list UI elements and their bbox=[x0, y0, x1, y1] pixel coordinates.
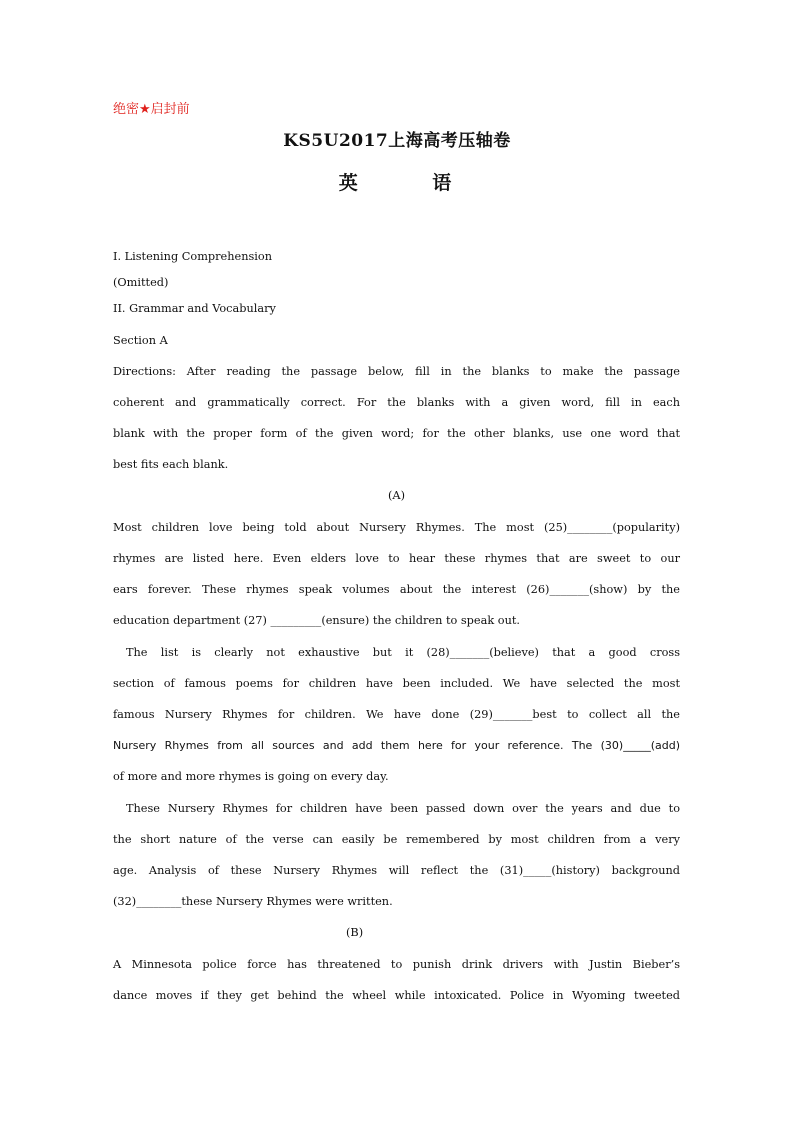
passage-line: age. Analysis of these Nursery Rhymes will reflect the (31)_____(history) background bbox=[113, 864, 680, 877]
passage-a-label: (A) bbox=[388, 489, 405, 502]
passage-line: These Nursery Rhymes for children have been passed down over the years and due to bbox=[126, 802, 680, 815]
passage-line: the short nature of the verse can easily be remembered by most children from a very bbox=[113, 833, 680, 846]
subject-title: 英 语 bbox=[338, 172, 486, 194]
section-a-heading: Section A bbox=[113, 334, 168, 347]
directions-line: Directions: After reading the passage below, fill in the blanks to make the passage bbox=[113, 365, 680, 378]
part-1-heading: I. Listening Comprehension bbox=[113, 250, 272, 263]
passage-line: Most children love being told about Nursery Rhymes. The most (25)________(popularity) bbox=[113, 521, 680, 534]
passage-line: section of famous poems for children have been included. We have selected the most bbox=[113, 677, 680, 690]
directions-line: coherent and grammatically correct. For the blanks with a given word, fill in each bbox=[113, 396, 680, 409]
passage-line: famous Nursery Rhymes for children. We have done (29)_______best to collect all the bbox=[113, 708, 680, 721]
passage-line: of more and more rhymes is going on every day. bbox=[113, 770, 389, 783]
passage-line: ears forever. These rhymes speak volumes about the interest (26)_______(show) by the bbox=[113, 583, 680, 596]
passage-line: A Minnesota police force has threatened to punish drink drivers with Justin Bieber’s bbox=[113, 958, 680, 971]
part-1-note: (Omitted) bbox=[113, 276, 169, 289]
passage-line: education department (27) _________(ensure) the children to speak out. bbox=[113, 614, 520, 627]
passage-line: Nursery Rhymes from all sources and add them here for your reference. The (30)_____(add) bbox=[113, 739, 680, 752]
passage-line: (32)________these Nursery Rhymes were written. bbox=[113, 895, 393, 908]
passage-line: dance moves if they get behind the wheel while intoxicated. Police in Wyoming tweeted bbox=[113, 989, 680, 1002]
directions-line: blank with the proper form of the given word; for the other blanks, use one word that bbox=[113, 427, 680, 440]
exam-title: KS5U2017上海高考压轴卷 bbox=[283, 131, 511, 151]
passage-line: rhymes are listed here. Even elders love to hear these rhymes that are sweet to our bbox=[113, 552, 680, 565]
part-2-heading: II. Grammar and Vocabulary bbox=[113, 302, 276, 315]
passage-b-label: (B) bbox=[346, 926, 364, 939]
directions-line: best fits each blank. bbox=[113, 458, 229, 471]
confidential-label: 绝密★启封前 bbox=[113, 102, 190, 117]
passage-line: The list is clearly not exhaustive but it (28)_______(believe) that a good cross bbox=[126, 646, 680, 659]
